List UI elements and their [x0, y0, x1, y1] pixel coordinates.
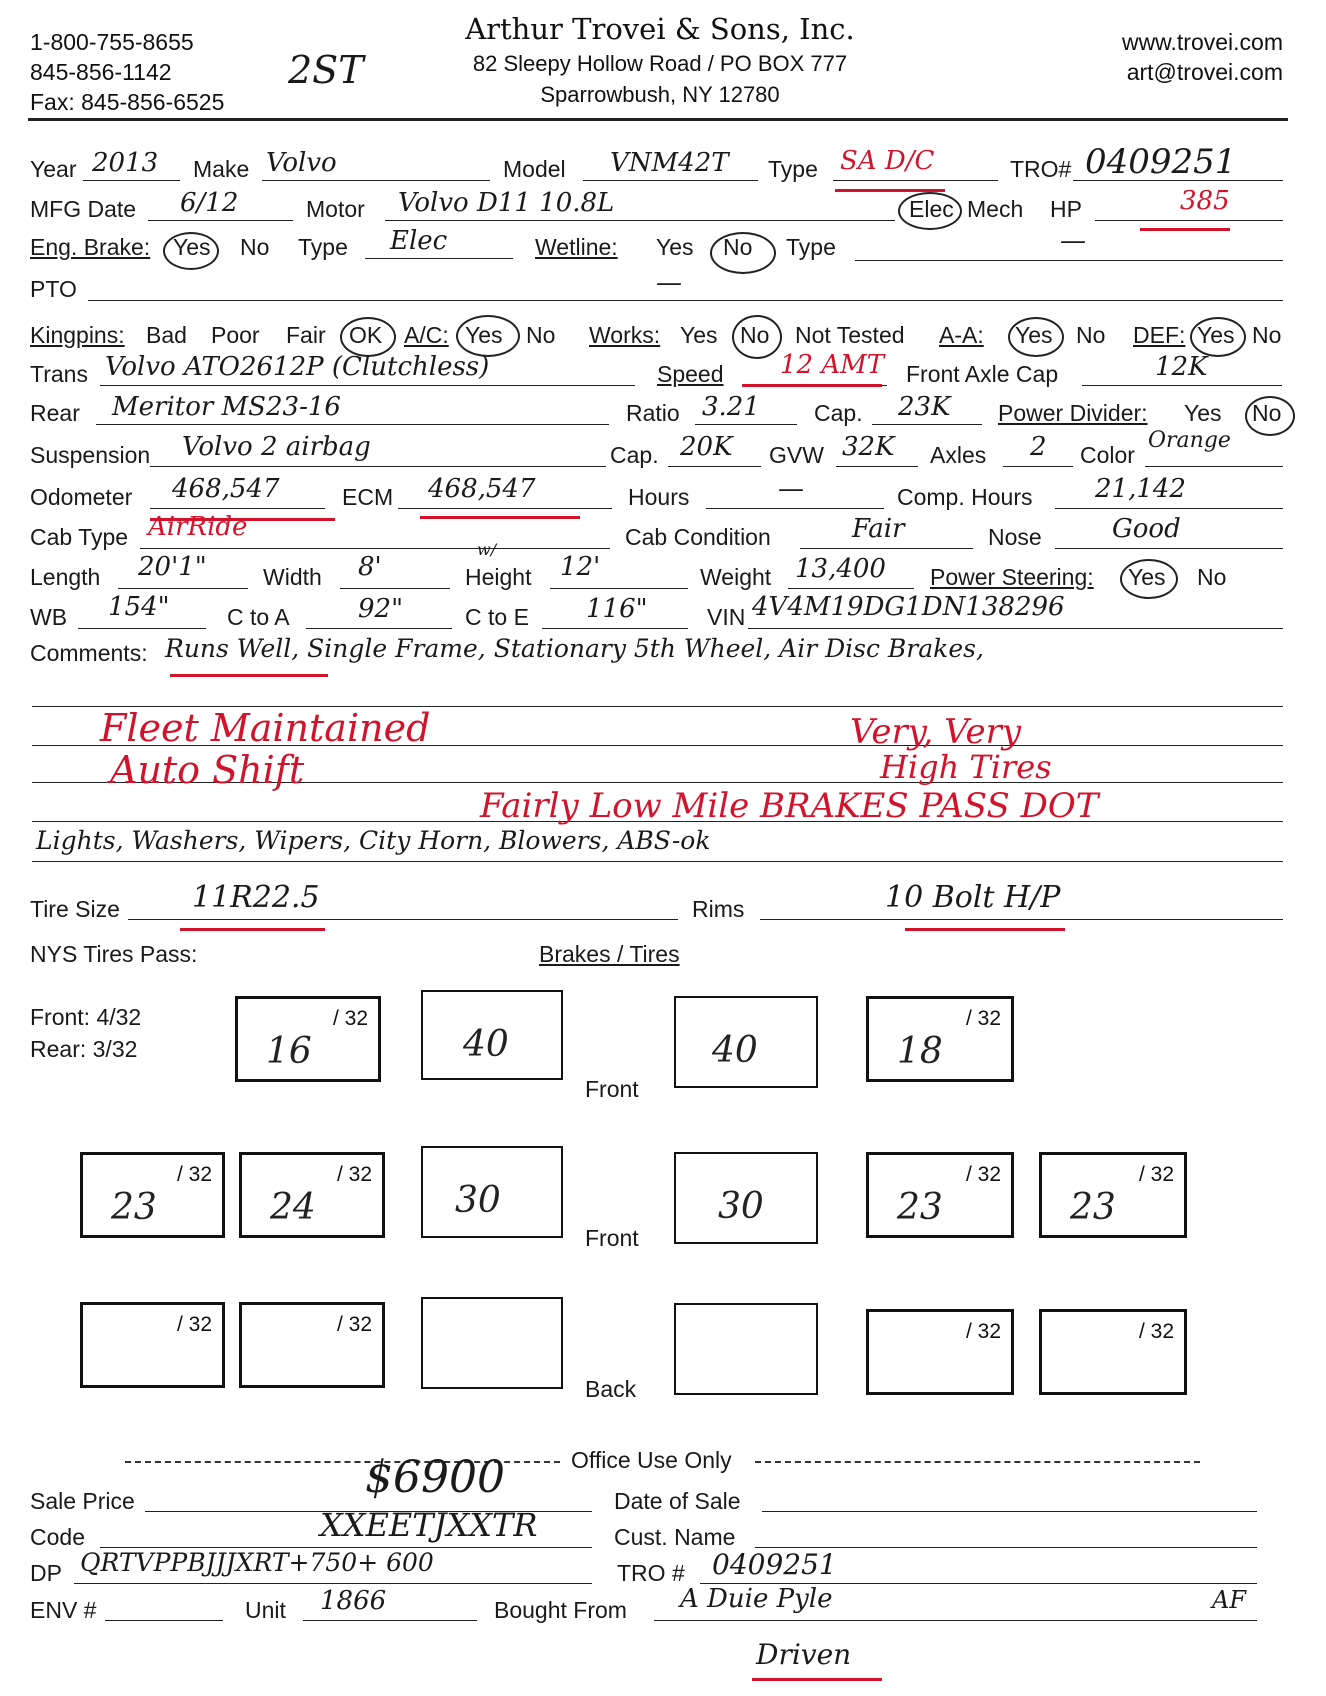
bought-from-value[interactable]: A Duie Pyle: [680, 1584, 833, 1614]
motor-value[interactable]: Volvo D11 10.8L: [398, 188, 615, 218]
rear-cap-label: Cap.: [814, 400, 863, 426]
rear-tire-spec: Rear: 3/32: [30, 1036, 138, 1062]
width-value[interactable]: 8': [358, 552, 382, 582]
susp-cap-value[interactable]: 20K: [680, 432, 733, 462]
hours-value[interactable]: —: [778, 474, 804, 504]
back-label: Back: [585, 1376, 637, 1402]
red-note-very-very: Very, Very: [850, 712, 1022, 752]
company-address-1: 82 Sleepy Hollow Road / PO BOX 777: [472, 51, 848, 76]
email-link[interactable]: art@trovei.com: [1126, 59, 1283, 85]
width-label: Width: [263, 564, 322, 590]
rear-cap-value[interactable]: 23K: [898, 392, 951, 422]
kingpins-bad[interactable]: Bad: [146, 322, 187, 348]
power-divider-label: Power Divider:: [998, 400, 1148, 426]
c-to-a-value[interactable]: 92": [358, 594, 404, 624]
height-note: w/: [477, 540, 497, 559]
year-label: Year: [30, 156, 77, 182]
speed-label: Speed: [657, 361, 724, 387]
brake-box-front-left[interactable]: 40: [421, 990, 563, 1080]
front-axle-cap-label: Front Axle Cap: [906, 361, 1059, 387]
tire-box-row3-5[interactable]: / 32: [866, 1309, 1014, 1395]
env-label: ENV #: [30, 1597, 97, 1623]
model-label: Model: [503, 156, 566, 182]
odometer-value[interactable]: 468,547: [172, 474, 280, 504]
gvw-value[interactable]: 32K: [842, 432, 895, 462]
type-label: Type: [768, 156, 818, 182]
rims-value[interactable]: 10 Bolt H/P: [885, 880, 1061, 915]
front-label-row2: Front: [585, 1225, 639, 1251]
handwritten-note: 2ST: [288, 48, 364, 92]
ac-label: A/C:: [404, 322, 449, 348]
dp-label: DP: [30, 1560, 62, 1586]
wb-label: WB: [30, 604, 68, 630]
eng-brake-type-value[interactable]: Elec: [390, 226, 448, 256]
eng-brake-type-label: Type: [298, 234, 348, 260]
phone-2: 845-856-1142: [30, 59, 172, 85]
mech-option[interactable]: Mech: [967, 196, 1024, 222]
nose-label: Nose: [988, 524, 1042, 550]
code-label: Code: [30, 1524, 85, 1550]
tire-size-label: Tire Size: [30, 896, 120, 922]
cust-name-label: Cust. Name: [614, 1524, 736, 1550]
pto-label: PTO: [30, 276, 77, 302]
eng-brake-yes[interactable]: Yes: [173, 234, 211, 260]
def-yes[interactable]: Yes: [1197, 322, 1235, 348]
sale-price-label: Sale Price: [30, 1488, 135, 1514]
tire-box-front-right[interactable]: / 32 18: [866, 996, 1014, 1082]
kingpins-ok[interactable]: OK: [349, 322, 383, 348]
driven-note: Driven: [756, 1638, 852, 1671]
tire-box-row3-2[interactable]: / 32: [239, 1302, 385, 1388]
ecm-value[interactable]: 468,547: [428, 474, 536, 504]
unit-value[interactable]: 1866: [320, 1586, 387, 1616]
tire-box-front-left[interactable]: / 32 16: [235, 996, 381, 1082]
unit-label: Unit: [245, 1597, 286, 1623]
eng-brake-label: Eng. Brake:: [30, 234, 151, 260]
office-divider-right: [755, 1461, 1200, 1463]
wetline-no[interactable]: No: [723, 234, 753, 260]
power-divider-no[interactable]: No: [1252, 400, 1282, 426]
brake-box-row3-left[interactable]: [421, 1297, 563, 1389]
wetline-yes[interactable]: Yes: [656, 234, 694, 260]
website-link[interactable]: www.trovei.com: [1121, 29, 1283, 55]
mfg-date-value[interactable]: 6/12: [180, 188, 239, 218]
wetline-label: Wetline:: [535, 234, 618, 260]
length-value[interactable]: 20'1": [138, 552, 207, 582]
speed-value[interactable]: 12 AMT: [780, 350, 885, 380]
tro2-label: TRO #: [617, 1560, 685, 1586]
suspension-label: Suspension: [30, 442, 151, 468]
rear-label: Rear: [30, 400, 80, 426]
brake-box-row2-left[interactable]: 30: [421, 1146, 563, 1238]
weight-label: Weight: [700, 564, 772, 590]
power-divider-yes[interactable]: Yes: [1184, 400, 1222, 426]
tire-box-row2-1[interactable]: / 32 23: [80, 1152, 225, 1238]
suspension-value[interactable]: Volvo 2 airbag: [182, 432, 371, 462]
brake-box-row3-right[interactable]: [674, 1303, 818, 1395]
wetline-type-label: Type: [786, 234, 836, 260]
elec-option[interactable]: Elec: [909, 196, 954, 222]
susp-cap-label: Cap.: [610, 442, 659, 468]
fax-number: Fax: 845-856-6525: [30, 89, 225, 115]
axles-label: Axles: [930, 442, 987, 468]
kingpins-label: Kingpins:: [30, 322, 125, 348]
red-note-low-mile-brakes: Fairly Low Mile BRAKES PASS DOT: [480, 786, 1099, 826]
motor-label: Motor: [306, 196, 365, 222]
model-value[interactable]: VNM42T: [610, 148, 729, 178]
vin-label: VIN: [707, 604, 746, 630]
company-address-2: Sparrowbush, NY 12780: [540, 82, 780, 107]
bought-from-label: Bought From: [494, 1597, 627, 1623]
brake-box-row2-right[interactable]: 30: [674, 1152, 818, 1244]
def-no[interactable]: No: [1252, 322, 1282, 348]
rims-label: Rims: [692, 896, 745, 922]
aa-yes[interactable]: Yes: [1015, 322, 1053, 348]
comp-hours-label: Comp. Hours: [897, 484, 1033, 510]
power-steering-yes[interactable]: Yes: [1128, 564, 1166, 590]
phone-1: 1-800-755-8655: [30, 29, 194, 55]
color-value[interactable]: Orange: [1148, 428, 1231, 453]
hours-label: Hours: [628, 484, 690, 510]
dp-value[interactable]: QRTVPPBJJJXRT+750+ 600: [80, 1548, 434, 1577]
ratio-label: Ratio: [626, 400, 680, 426]
c-to-e-label: C to E: [465, 604, 529, 630]
tro2-value[interactable]: 0409251: [712, 1548, 837, 1581]
sale-price-value[interactable]: $6900: [365, 1452, 505, 1503]
tire-box-row2-5[interactable]: / 32 23: [866, 1152, 1014, 1238]
kingpins-poor[interactable]: Poor: [211, 322, 260, 348]
color-label: Color: [1080, 442, 1135, 468]
pto-value[interactable]: —: [656, 268, 682, 298]
nys-tires-pass-label: NYS Tires Pass:: [30, 941, 198, 967]
weight-value[interactable]: 13,400: [795, 554, 886, 584]
make-value[interactable]: Volvo: [266, 148, 337, 178]
tire-box-row2-2[interactable]: / 32 24: [239, 1152, 385, 1238]
wb-value[interactable]: 154": [108, 592, 170, 622]
axles-value[interactable]: 2: [1030, 432, 1047, 462]
red-note-fleet-maintained: Fleet Maintained: [100, 706, 431, 750]
office-use-only-heading: Office Use Only: [571, 1447, 732, 1473]
make-label: Make: [193, 156, 250, 182]
type-value[interactable]: SA D/C: [840, 146, 935, 176]
front-axle-cap-value[interactable]: 12K: [1155, 352, 1208, 382]
front-tire-spec: Front: 4/32: [30, 1004, 142, 1030]
front-label-row1: Front: [585, 1076, 639, 1102]
aa-label: A-A:: [939, 322, 984, 348]
power-steering-no[interactable]: No: [1197, 564, 1227, 590]
ratio-value[interactable]: 3.21: [702, 392, 760, 422]
tire-box-row3-6[interactable]: / 32: [1039, 1309, 1187, 1395]
tire-box-row2-6[interactable]: / 32 23: [1039, 1152, 1187, 1238]
header-divider: [28, 118, 1288, 121]
ac-yes[interactable]: Yes: [465, 322, 503, 348]
works-yes[interactable]: Yes: [680, 322, 718, 348]
tire-size-value[interactable]: 11R22.5: [192, 880, 320, 915]
cab-type-label: Cab Type: [30, 524, 129, 550]
tire-box-row3-1[interactable]: / 32: [80, 1302, 225, 1388]
power-steering-label: Power Steering:: [930, 564, 1094, 590]
wetline-type-value[interactable]: —: [1060, 226, 1086, 256]
trans-label: Trans: [30, 361, 88, 387]
red-note-high-tires: High Tires: [880, 748, 1052, 786]
vin-value[interactable]: 4V4M19DG1DN138296: [752, 592, 1065, 622]
hp-label: HP: [1050, 196, 1082, 222]
gvw-label: GVW: [769, 442, 824, 468]
comments-lights[interactable]: Lights, Washers, Wipers, City Horn, Blowers, ABS-ok: [36, 826, 711, 855]
works-label: Works:: [589, 322, 661, 348]
eng-brake-no[interactable]: No: [240, 234, 270, 260]
ac-no[interactable]: No: [526, 322, 556, 348]
red-note-auto-shift: Auto Shift: [110, 748, 305, 792]
date-of-sale-label: Date of Sale: [614, 1488, 741, 1514]
c-to-e-value[interactable]: 116": [586, 594, 648, 624]
tro-label: TRO#: [1010, 156, 1072, 182]
rear-value[interactable]: Meritor MS23-16: [112, 392, 341, 422]
initials: AF: [1212, 1586, 1246, 1614]
c-to-a-label: C to A: [227, 604, 290, 630]
tro-value[interactable]: 0409251: [1085, 142, 1237, 182]
nose-value[interactable]: Good: [1112, 514, 1181, 544]
brakes-tires-heading: Brakes / Tires: [539, 941, 680, 967]
def-label: DEF:: [1133, 322, 1186, 348]
aa-no[interactable]: No: [1076, 322, 1106, 348]
cab-condition-value[interactable]: Fair: [852, 514, 905, 544]
hp-value[interactable]: 385: [1180, 186, 1230, 216]
works-not-tested[interactable]: Not Tested: [795, 322, 905, 348]
cab-type-value[interactable]: AirRide: [148, 512, 248, 542]
ecm-label: ECM: [342, 484, 394, 510]
code-value[interactable]: XXEETJXXTR: [320, 1506, 538, 1544]
brake-box-front-right[interactable]: 40: [674, 996, 818, 1088]
odometer-label: Odometer: [30, 484, 133, 510]
comments-label: Comments:: [30, 640, 148, 666]
year-value[interactable]: 2013: [92, 148, 159, 178]
length-label: Length: [30, 564, 101, 590]
mfg-date-label: MFG Date: [30, 196, 137, 222]
height-label: Height: [465, 564, 532, 590]
works-no[interactable]: No: [740, 322, 770, 348]
trans-value[interactable]: Volvo ATO2612P (Clutchless): [105, 352, 490, 382]
company-name: Arthur Trovei & Sons, Inc.: [465, 12, 855, 46]
comments-line-1[interactable]: Runs Well, Single Frame, Stationary 5th Wheel, Air Disc Brakes,: [165, 634, 984, 663]
kingpins-fair[interactable]: Fair: [286, 322, 326, 348]
cab-condition-label: Cab Condition: [625, 524, 771, 550]
height-value[interactable]: 12': [560, 552, 601, 582]
comp-hours-value[interactable]: 21,142: [1095, 474, 1186, 504]
